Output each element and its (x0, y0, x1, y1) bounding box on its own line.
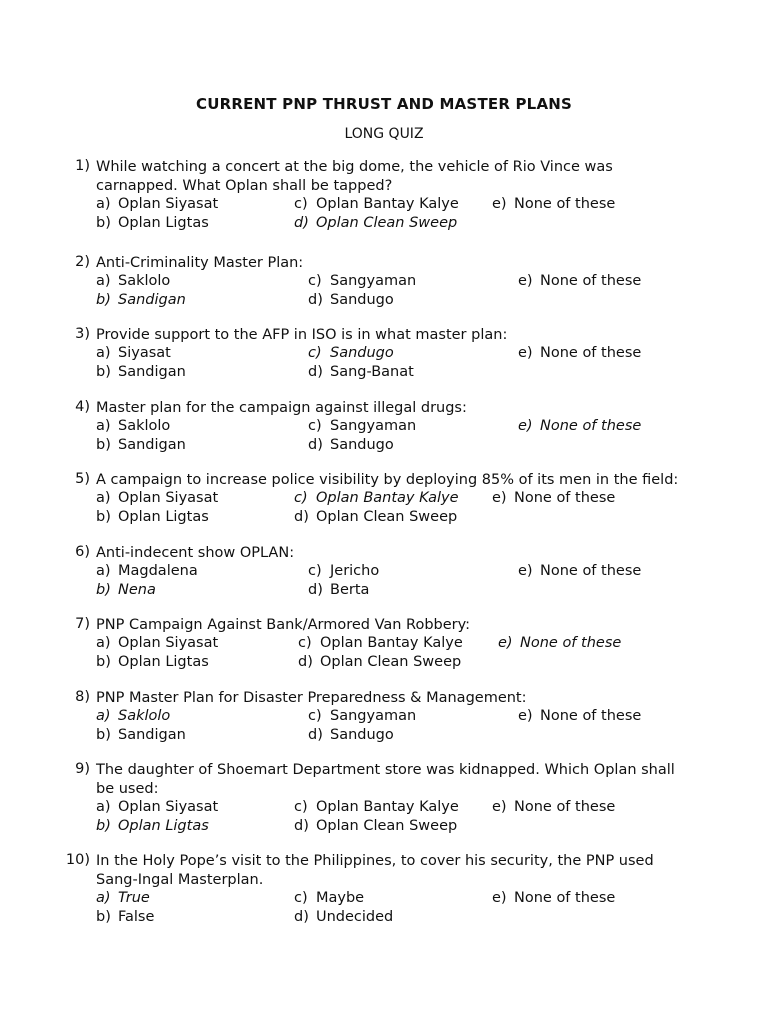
option-letter: c) (308, 708, 322, 724)
option-letter: d) (308, 292, 323, 308)
option-letter: c) (308, 563, 322, 579)
option-letter: d) (294, 909, 309, 925)
option-text: None of these (514, 490, 616, 506)
option-letter: e) (492, 196, 507, 212)
question-number: 1) (75, 158, 90, 174)
answer-option (96, 490, 218, 506)
answer-option (294, 196, 459, 212)
question-number: 2) (75, 254, 90, 270)
option-text: Oplan Ligtas (118, 509, 209, 525)
option-text: Oplan Ligtas (118, 215, 209, 231)
option-letter: b) (96, 818, 111, 834)
question-number: 3) (75, 326, 90, 342)
question-text: While watching a concert at the big dome, the vehicle of Rio Vince was (96, 159, 613, 175)
question-text: Anti-indecent show OPLAN: (96, 545, 295, 561)
option-letter: a) (96, 563, 111, 579)
answer-option (518, 563, 641, 579)
answer-option (96, 799, 218, 815)
option-text: Berta (330, 582, 370, 598)
question-text: PNP Campaign Against Bank/Armored Van Robbery: (96, 617, 471, 633)
option-letter: c) (294, 490, 308, 506)
answer-option (96, 509, 209, 525)
answer-option (492, 196, 615, 212)
option-letter: a) (96, 345, 111, 361)
option-text: Oplan Clean Sweep (316, 818, 458, 834)
option-text: None of these (540, 345, 642, 361)
answer-option (298, 635, 463, 651)
option-letter: e) (492, 490, 507, 506)
option-text: Oplan Bantay Kalye (316, 799, 459, 815)
option-text: Oplan Bantay Kalye (316, 490, 459, 506)
option-text: Sandugo (330, 437, 394, 453)
answer-option (518, 345, 641, 361)
answer-option (96, 292, 186, 308)
question-text: be used: (96, 781, 159, 797)
question-text: A campaign to increase police visibility by deploying 85% of its men in the field: (96, 472, 679, 488)
answer-option (492, 799, 615, 815)
answer-option (498, 635, 621, 651)
option-letter: d) (298, 654, 313, 670)
option-letter: a) (96, 490, 111, 506)
option-letter: c) (294, 890, 308, 906)
question-text: The daughter of Shoemart Department store was kidnapped. Which Oplan shall (96, 762, 675, 778)
option-text: Saklolo (118, 418, 171, 434)
option-text: Oplan Clean Sweep (320, 654, 462, 670)
option-letter: c) (298, 635, 312, 651)
option-letter: b) (96, 292, 111, 308)
answer-option (96, 727, 186, 743)
option-text: Sandigan (118, 292, 186, 308)
option-text: None of these (514, 799, 616, 815)
question-number: 6) (75, 544, 90, 560)
option-text: None of these (540, 708, 642, 724)
answer-option (96, 345, 171, 361)
question-text: Master plan for the campaign against illegal drugs: (96, 400, 467, 416)
option-letter: a) (96, 708, 111, 724)
answer-option (294, 909, 393, 925)
option-letter: e) (518, 708, 533, 724)
answer-option (96, 273, 170, 289)
question-number: 7) (75, 616, 90, 632)
option-text: None of these (520, 635, 622, 651)
answer-option (308, 708, 416, 724)
option-text: None of these (514, 196, 616, 212)
option-letter: b) (96, 654, 111, 670)
option-text: Sandugo (330, 345, 394, 361)
answer-option (308, 273, 416, 289)
option-text: Oplan Ligtas (118, 818, 209, 834)
option-text: Oplan Siyasat (118, 490, 219, 506)
option-letter: a) (96, 890, 111, 906)
question-text: Sang-Ingal Masterplan. (96, 872, 264, 888)
answer-option (518, 708, 641, 724)
option-text: Sandigan (118, 437, 186, 453)
option-letter: d) (308, 727, 323, 743)
option-text: Siyasat (118, 345, 171, 361)
option-text: Maybe (316, 890, 365, 906)
option-letter: e) (492, 890, 507, 906)
answer-option (96, 635, 218, 651)
option-letter: a) (96, 196, 111, 212)
option-letter: c) (308, 418, 322, 434)
answer-option (96, 909, 154, 925)
answer-option (294, 509, 457, 525)
question-text: Provide support to the AFP in ISO is in what master plan: (96, 327, 508, 343)
option-letter: e) (518, 563, 533, 579)
page-title: CURRENT PNP THRUST AND MASTER PLANS (195, 95, 573, 113)
option-letter: b) (96, 582, 111, 598)
option-letter: b) (96, 909, 111, 925)
option-text: Saklolo (118, 708, 171, 724)
option-letter: d) (294, 215, 309, 231)
option-letter: e) (518, 273, 533, 289)
option-text: Oplan Siyasat (118, 635, 219, 651)
option-text: Sangyaman (330, 273, 417, 289)
answer-option (308, 418, 416, 434)
answer-option (294, 490, 459, 506)
answer-option (96, 708, 170, 724)
option-text: None of these (540, 418, 642, 434)
option-text: Oplan Clean Sweep (316, 509, 458, 525)
answer-option (294, 215, 457, 231)
question-text: PNP Master Plan for Disaster Preparedness & Management: (96, 690, 527, 706)
option-text: Oplan Siyasat (118, 799, 219, 815)
option-text: False (118, 909, 155, 925)
answer-option (308, 364, 414, 380)
option-text: Magdalena (118, 563, 198, 579)
option-letter: b) (96, 509, 111, 525)
answer-option (96, 418, 170, 434)
option-letter: c) (294, 799, 308, 815)
page-subtitle: LONG QUIZ (344, 126, 424, 142)
option-letter: d) (308, 437, 323, 453)
answer-option (96, 364, 186, 380)
question-number: 8) (75, 689, 90, 705)
answer-option (96, 818, 209, 834)
option-letter: c) (294, 196, 308, 212)
option-letter: b) (96, 364, 111, 380)
answer-option (96, 215, 209, 231)
option-letter: c) (308, 273, 322, 289)
answer-option (308, 437, 394, 453)
option-letter: a) (96, 273, 111, 289)
option-text: Sang-Banat (330, 364, 414, 380)
option-text: Sandugo (330, 292, 394, 308)
answer-option (308, 345, 394, 361)
option-text: None of these (540, 563, 642, 579)
answer-option (294, 890, 364, 906)
option-text: Saklolo (118, 273, 171, 289)
option-text: Sangyaman (330, 708, 417, 724)
answer-option (96, 196, 218, 212)
question-text: carnapped. What Oplan shall be tapped? (96, 178, 393, 194)
option-text: Sandigan (118, 364, 186, 380)
option-letter: e) (492, 799, 507, 815)
option-text: Oplan Clean Sweep (316, 215, 458, 231)
option-text: Nena (118, 582, 156, 598)
option-letter: e) (518, 418, 533, 434)
option-text: Sangyaman (330, 418, 417, 434)
question-text: Anti-Criminality Master Plan: (96, 255, 304, 271)
answer-option (308, 582, 369, 598)
option-text: Oplan Siyasat (118, 196, 219, 212)
answer-option (492, 490, 615, 506)
option-letter: a) (96, 799, 111, 815)
answer-option (308, 292, 394, 308)
answer-option (294, 818, 457, 834)
answer-option (298, 654, 461, 670)
option-letter: e) (498, 635, 513, 651)
option-text: None of these (540, 273, 642, 289)
answer-option (96, 890, 150, 906)
option-letter: b) (96, 437, 111, 453)
answer-option (96, 654, 209, 670)
option-text: Oplan Ligtas (118, 654, 209, 670)
option-letter: d) (308, 582, 323, 598)
answer-option (492, 890, 615, 906)
answer-option (518, 418, 641, 434)
option-text: Sandigan (118, 727, 186, 743)
option-letter: d) (294, 818, 309, 834)
answer-option (96, 437, 186, 453)
option-letter: d) (308, 364, 323, 380)
option-text: None of these (514, 890, 616, 906)
answer-option (308, 563, 379, 579)
question-number: 10) (65, 852, 90, 868)
answer-option (96, 582, 156, 598)
option-text: Undecided (316, 909, 394, 925)
option-letter: a) (96, 418, 111, 434)
question-text: In the Holy Pope’s visit to the Philippines, to cover his security, the PNP used (96, 853, 654, 869)
option-letter: c) (308, 345, 322, 361)
option-text: Jericho (330, 563, 380, 579)
option-letter: b) (96, 727, 111, 743)
question-number: 5) (75, 471, 90, 487)
question-number: 9) (75, 761, 90, 777)
answer-option (308, 727, 394, 743)
option-text: Oplan Bantay Kalye (316, 196, 459, 212)
option-letter: e) (518, 345, 533, 361)
answer-option (294, 799, 459, 815)
answer-option (96, 563, 198, 579)
option-letter: d) (294, 509, 309, 525)
option-letter: b) (96, 215, 111, 231)
option-letter: a) (96, 635, 111, 651)
question-number: 4) (75, 399, 90, 415)
option-text: Sandugo (330, 727, 394, 743)
option-text: Oplan Bantay Kalye (320, 635, 463, 651)
option-text: True (118, 890, 150, 906)
answer-option (518, 273, 641, 289)
